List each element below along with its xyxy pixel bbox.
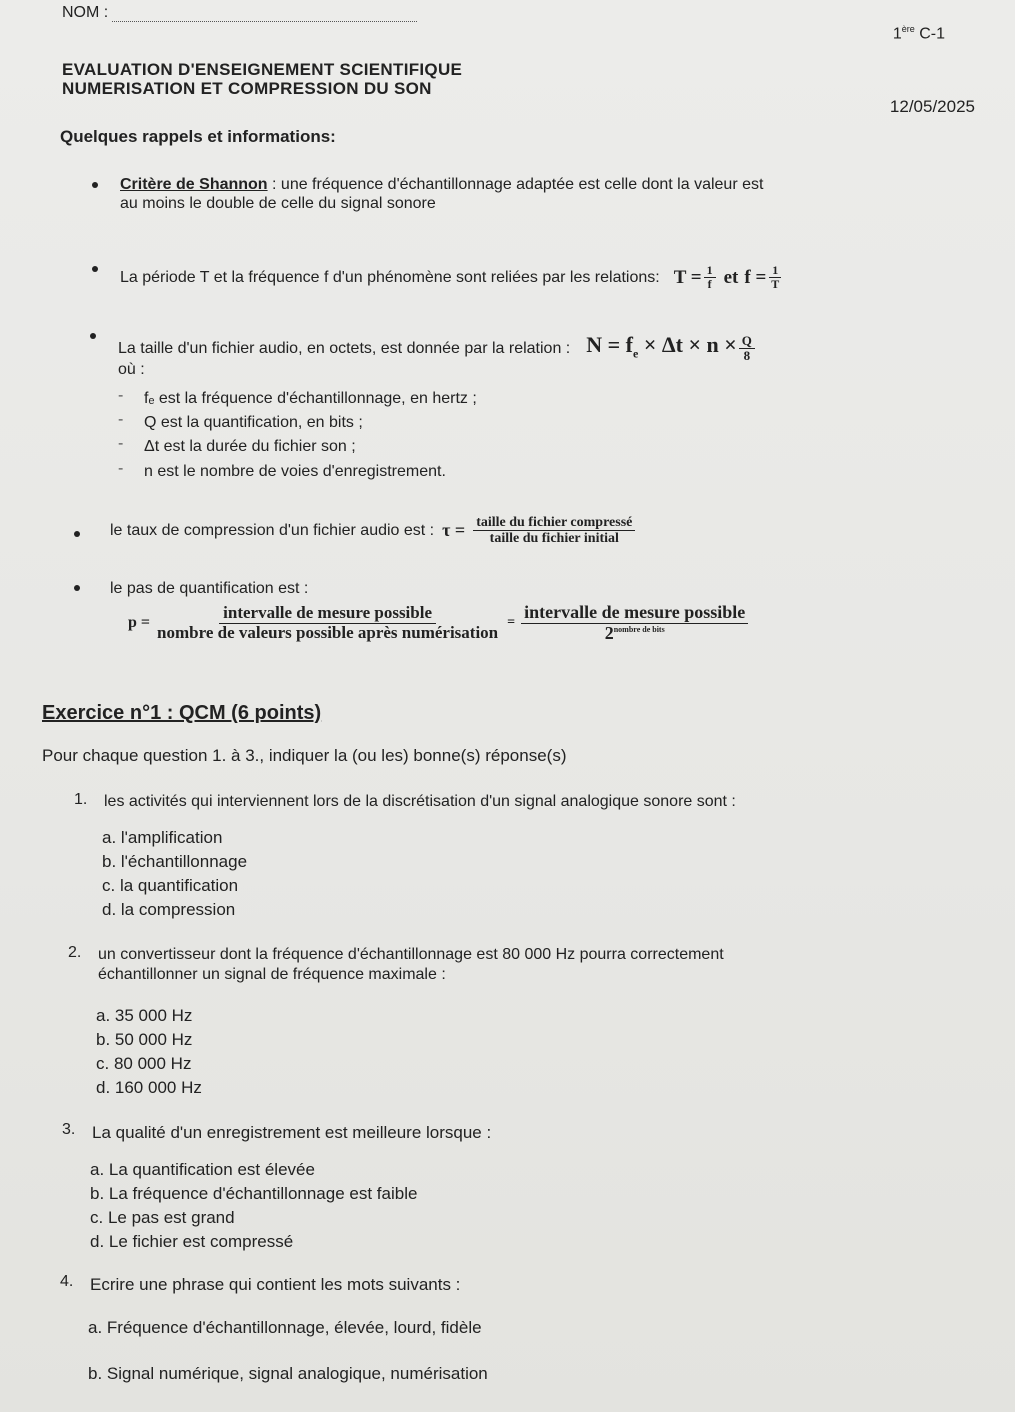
title-line-2: NUMERISATION ET COMPRESSION DU SON [62,79,432,98]
pas-label: le pas de quantification est : [110,580,309,597]
question-3-text: La qualité d'un enregistrement est meilleure lorsque : [92,1123,492,1142]
dash-marker: - [118,387,124,404]
q3-option-a: a. La quantification est élevée [90,1160,315,1179]
dash-marker: - [118,460,124,477]
question-3-number: 3. [62,1121,76,1138]
nom-dotted-line [112,7,417,22]
nom-field [62,4,417,22]
bullet-icon [92,266,98,272]
q1-option-a: a. l'amplification [102,828,223,847]
exam-date: 12/05/2025 [889,97,975,116]
class-label: 1ère C-1 [892,24,945,43]
q1-option-c: c. la quantification [102,876,239,895]
dash-marker: - [118,435,124,452]
question-2-text: un convertisseur dont la fréquence d'échantillonnage est 80 000 Hz pourra correctement échantillonner un signal de fréquence maximale : [98,946,724,983]
question-4-number: 4. [60,1273,74,1290]
q3-option-c: c. Le pas est grand [90,1208,235,1227]
quantization-step-formula: p = $\frac{\text{intervalle de mesure possible}}{\text{nombre de valeurs possible après numérisation}}$ = $\frac{\text{intervalle de mesure possible}}{2^{nombre de bits}}$ [128,603,968,644]
question-2-number: 2. [68,944,82,961]
def-q: Q est la quantification, en bits ; [144,414,363,431]
bullet-icon [74,531,80,537]
file-size-relation: La taille d'un fichier audio, en octets, est donnée par la relation : $N = f_e \times \Delta t \times n$ × $\frac{Q}{8}$ [118,334,998,364]
def-fe: fₑ est la fréquence d'échantillonnage, en hertz ; [144,390,477,407]
bullet-icon [90,333,96,339]
q1-option-b: b. l'échantillonnage [102,852,248,871]
title-line-1: EVALUATION D'ENSEIGNEMENT SCIENTIFIQUE [62,60,463,79]
q3-option-d: d. Le fichier est compressé [90,1232,294,1251]
exercise-instruction: Pour chaque question 1. à 3., indiquer la (ou les) bonne(s) réponse(s) [42,746,567,765]
q2-option-b: b. 50 000 Hz [96,1030,193,1049]
q2-option-d: d. 160 000 Hz [96,1078,202,1097]
def-n: n est le nombre de voies d'enregistrement. [144,463,446,480]
shannon-criterion: Critère de Shannon : une fréquence d'échantillonnage adaptée est celle dont la valeur est au moins le double de celle du signal sonore [120,176,764,212]
bullet-icon [74,585,80,591]
q1-option-d: d. la compression [102,900,236,919]
period-frequency-relation: La période T et la fréquence f d'un phénomène sont reliées par les relations: T = $\frac{1}{f}$ et f = $\frac{1}{T}$ [120,263,780,292]
q4-option-b: b. Signal numérique, signal analogique, numérisation [88,1364,488,1383]
exercise-title: Exercice n°1 : QCM (6 points) [42,702,322,724]
question-4-text: Ecrire une phrase qui contient les mots suivants : [90,1275,461,1294]
question-1-number: 1. [74,791,88,808]
q2-option-c: c. 80 000 Hz [96,1054,192,1073]
nom-label: NOM : [62,4,109,21]
rappels-heading: Quelques rappels et informations: [60,127,336,146]
dash-marker: - [118,411,124,428]
q2-option-a: a. 35 000 Hz [96,1006,193,1025]
question-1-text: les activités qui interviennent lors de la discrétisation d'un signal analogique sonore sont : [104,793,736,810]
bullet-icon [92,182,98,188]
q4-option-a: a. Fréquence d'échantillonnage, élevée, lourd, fidèle [88,1318,482,1337]
ou-label: où : [118,361,145,378]
q3-option-b: b. La fréquence d'échantillonnage est faible [90,1184,418,1203]
compression-rate: le taux de compression d'un fichier audio est : τ = $\frac{\text{taille du fichier compressé}}{\text{taille du fichier initial}}$ [110,515,990,547]
def-dt: Δt est la durée du fichier son ; [144,438,356,455]
